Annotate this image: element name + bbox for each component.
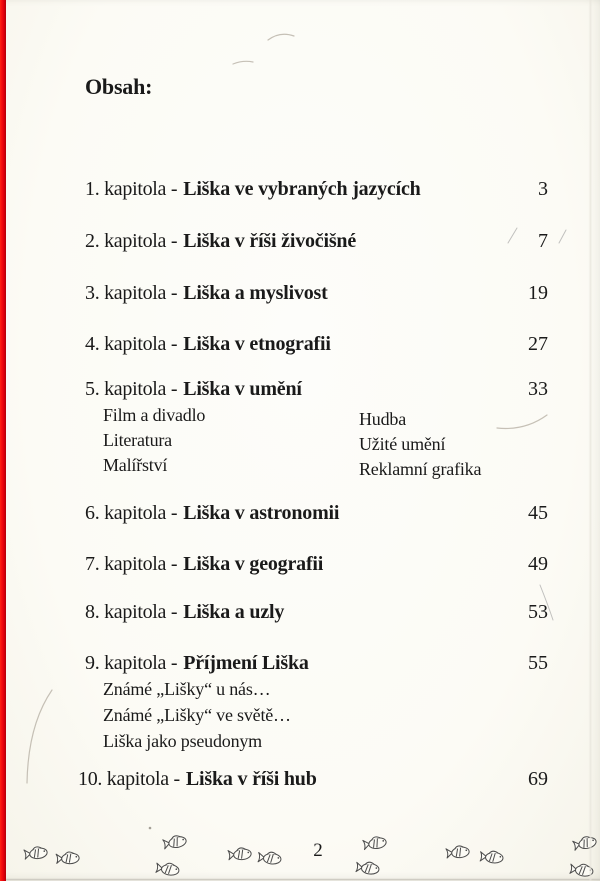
toc-entry-label: 6. kapitola - xyxy=(85,502,178,524)
toc-entry-page: 27 xyxy=(528,333,548,355)
fish-icon xyxy=(354,858,381,877)
toc-entry-page: 69 xyxy=(528,768,548,790)
toc-subitems-left xyxy=(103,403,205,478)
toc-entry-page: 33 xyxy=(528,378,548,400)
fish-icon xyxy=(226,844,254,864)
toc-entry-label: 3. kapitola - xyxy=(85,282,178,304)
toc-entry xyxy=(85,178,548,201)
toc-entry-page: 7 xyxy=(538,230,548,252)
fish-icon xyxy=(22,842,50,862)
toc-subitem: Literatura xyxy=(103,430,172,450)
toc-entry-title: Liška v umění xyxy=(183,378,302,400)
toc-subitem: Hudba xyxy=(359,409,406,429)
toc-subitems-right xyxy=(359,407,481,482)
toc-entry-page: 45 xyxy=(528,502,548,524)
fish-icon xyxy=(54,848,81,867)
toc-entry-label: 8. kapitola - xyxy=(85,601,178,623)
toc-entry xyxy=(85,652,548,675)
toc-entry xyxy=(85,601,548,624)
toc-entry-title: Liška v říši živočišné xyxy=(183,230,357,252)
toc-entry-title: Příjmení Liška xyxy=(183,652,309,674)
toc-subitem: Liška jako pseudonym xyxy=(103,731,262,751)
toc-subitem: Známé „Lišky“ ve světě… xyxy=(103,705,291,725)
fish-icon xyxy=(161,830,190,852)
fish-icon xyxy=(154,859,182,879)
page-number: 2 xyxy=(313,840,323,861)
toc-entry-label: 10. kapitola - xyxy=(78,768,180,790)
toc-entry-label: 2. kapitola - xyxy=(85,230,178,252)
toc-entry-title: Liška ve vybraných jazycích xyxy=(183,178,421,200)
toc-entry-label: 1. kapitola - xyxy=(85,178,178,200)
toc-subitem: Užité umění xyxy=(359,434,446,454)
toc-subitem: Malířství xyxy=(103,455,168,475)
toc-entry-title: Liška a myslivost xyxy=(183,282,328,304)
toc-entry-page: 49 xyxy=(528,553,548,575)
toc-entry xyxy=(85,282,548,305)
toc-subitem: Reklamní grafika xyxy=(359,459,482,479)
toc-entry xyxy=(85,378,548,401)
toc-entry-page: 19 xyxy=(528,282,548,304)
toc-entry-label: 7. kapitola - xyxy=(85,553,178,575)
toc-entry-label: 9. kapitola - xyxy=(85,652,178,674)
toc-entry-page: 3 xyxy=(538,178,548,200)
toc-subitems xyxy=(103,676,291,754)
toc-entry xyxy=(78,768,548,791)
toc-entry-title: Liška a uzly xyxy=(183,601,285,623)
toc-entry-page: 53 xyxy=(528,601,548,623)
toc-entry xyxy=(85,553,548,576)
fish-icon xyxy=(568,860,596,880)
toc-subitem: Známé „Lišky“ u nás… xyxy=(103,679,271,699)
toc-entry-page: 55 xyxy=(528,652,548,674)
toc-entry-label: 5. kapitola - xyxy=(85,378,178,400)
toc-entry-title: Liška v astronomii xyxy=(183,502,340,524)
toc-entry xyxy=(85,230,548,253)
toc-entry xyxy=(85,333,548,356)
toc-heading: Obsah: xyxy=(85,74,153,99)
fish-icon xyxy=(444,841,472,861)
fish-icon xyxy=(479,847,506,865)
fish-icon xyxy=(256,848,283,867)
fish-icon xyxy=(570,831,599,854)
toc-subitem: Film a divadlo xyxy=(103,405,206,425)
fish-icon xyxy=(361,832,390,853)
toc-entry-title: Liška v geografii xyxy=(183,553,324,575)
toc-entry-title: Liška v říši hub xyxy=(185,768,317,790)
toc-entry-label: 4. kapitola - xyxy=(85,333,178,355)
toc-entry xyxy=(85,502,548,525)
book-spine-red-edge xyxy=(0,0,6,881)
toc-entry-title: Liška v etnografii xyxy=(183,333,331,355)
